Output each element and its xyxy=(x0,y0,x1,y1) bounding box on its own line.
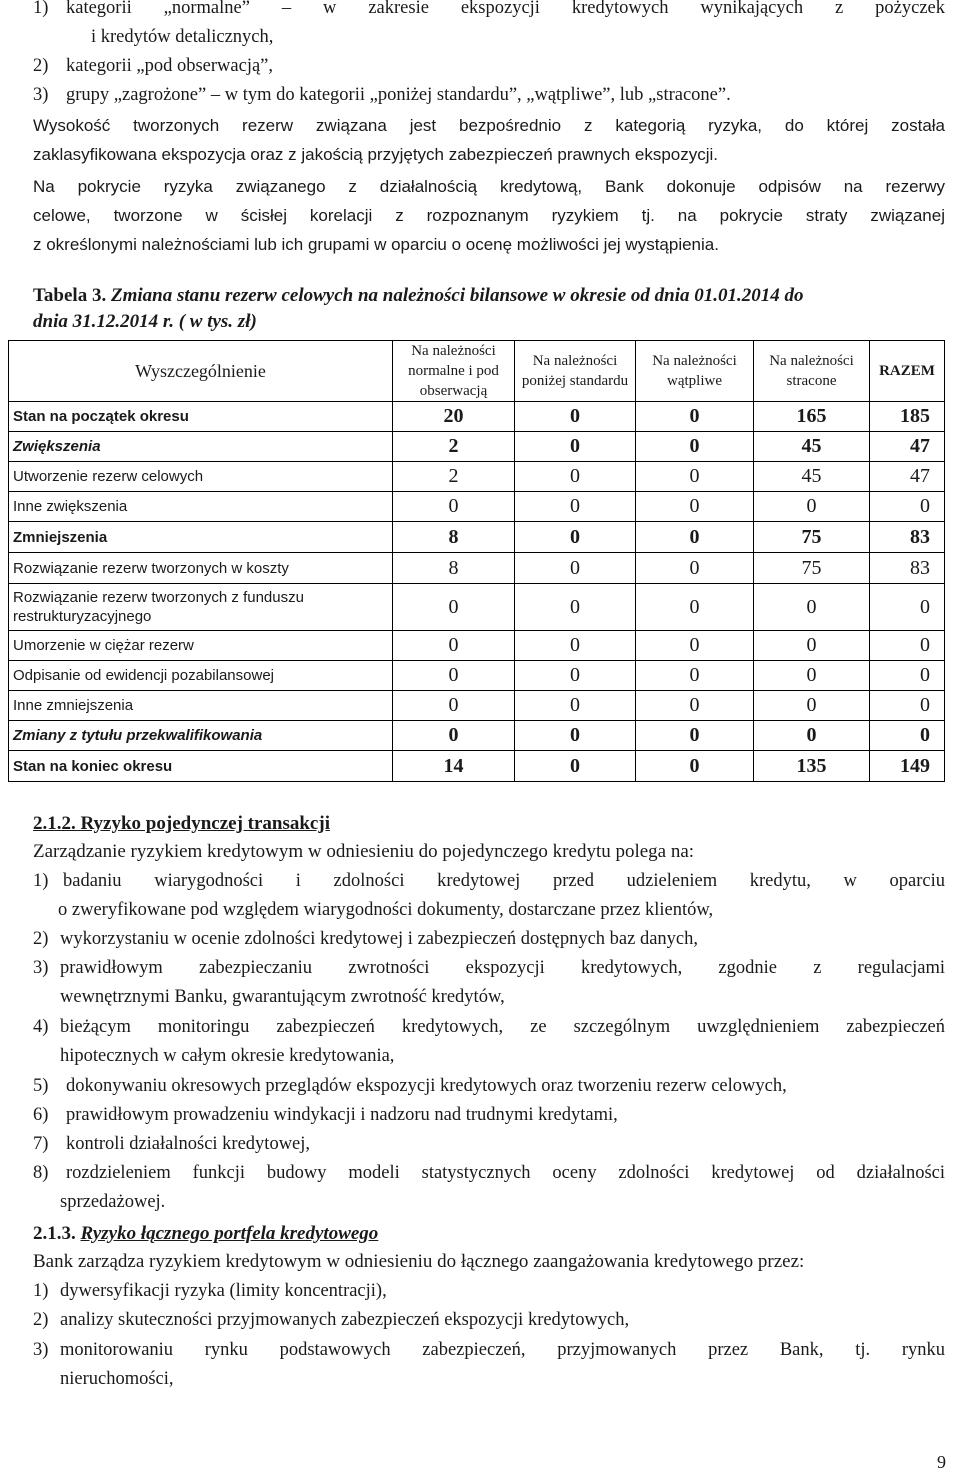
list-number: 1) xyxy=(33,0,49,18)
page-number: 9 xyxy=(937,1452,946,1472)
cell-value: 0 xyxy=(515,691,636,721)
table-row xyxy=(9,492,945,522)
list-item xyxy=(33,1277,945,1306)
list-text: dokonywaniu okresowych przeglądów ekspozycji kredytowych oraz tworzeniu rezerw celowych, xyxy=(66,1076,787,1096)
cell-value: 0 xyxy=(870,631,945,661)
list-text-continued: hipotecznych w całym okresie kredytowania, xyxy=(60,1046,395,1066)
list-item xyxy=(33,925,945,954)
row-label: Stan na początek okresu xyxy=(9,402,393,432)
section-heading-text: Ryzyko łącznego portfela kredytowego xyxy=(80,1223,379,1244)
paragraph-line: zaklasyfikowana ekspozycja oraz z jakością przyjętych zabezpieczeń prawnych ekspozycji. xyxy=(33,145,719,164)
cell-value: 8 xyxy=(393,522,515,553)
table-row xyxy=(9,661,945,691)
cell-value: 0 xyxy=(870,584,945,631)
cell-value: 149 xyxy=(870,751,945,782)
table-row xyxy=(9,721,945,751)
list-number: 6) xyxy=(33,1105,49,1125)
cell-value: 2 xyxy=(393,462,515,492)
row-label: Rozwiązanie rezerw tworzonych z funduszu restrukturyzacyjnego xyxy=(9,584,393,631)
list-number: 3) xyxy=(33,1340,49,1360)
cell-value: 0 xyxy=(636,462,754,492)
row-label: Inne zwiększenia xyxy=(9,492,393,522)
caption-title-continued: dnia 31.12.2014 r. ( w tys. zł) xyxy=(33,311,257,332)
list-number: 8) xyxy=(33,1163,49,1183)
list-item xyxy=(33,954,945,1012)
cell-value: 45 xyxy=(754,462,870,492)
cell-value: 83 xyxy=(870,522,945,553)
cell-value: 83 xyxy=(870,553,945,584)
cell-value: 0 xyxy=(515,721,636,751)
list-text: analizy skuteczności przyjmowanych zabezpieczeń ekspozycji kredytowych, xyxy=(60,1310,630,1330)
reserves-table xyxy=(8,340,945,782)
cell-value: 2 xyxy=(393,432,515,462)
list-text-continued: i kredytów detalicznych, xyxy=(91,27,274,47)
list-text-continued: sprzedażowej. xyxy=(60,1192,166,1212)
cell-value: 0 xyxy=(636,691,754,721)
row-label: Umorzenie w ciężar rezerw xyxy=(9,631,393,661)
list-item xyxy=(33,1306,945,1335)
row-label: Stan na koniec okresu xyxy=(9,751,393,782)
list-item xyxy=(33,52,945,81)
caption-title: Zmiana stanu rezerw celowych na należności bilansowe w okresie od dnia 01.01.2014 do xyxy=(110,285,804,306)
cell-value: 185 xyxy=(870,402,945,432)
cell-value: 0 xyxy=(515,462,636,492)
list-text-continued: nieruchomości, xyxy=(60,1369,174,1389)
list-text: dywersyfikacji ryzyka (limity koncentracji), xyxy=(60,1281,387,1301)
row-label: Utworzenie rezerw celowych xyxy=(9,462,393,492)
list-item xyxy=(33,0,945,52)
list-text-continued: o zweryfikowane pod względem wiarygodności dokumenty, dostarczane przez klientów, xyxy=(58,900,714,920)
header-normal: Na należności normalne i pod obserwacją xyxy=(393,341,515,402)
row-label: Rozwiązanie rezerw tworzonych w koszty xyxy=(9,553,393,584)
header-total: RAZEM xyxy=(870,341,945,402)
cell-value: 0 xyxy=(636,492,754,522)
cell-value: 75 xyxy=(754,553,870,584)
list-item xyxy=(33,1159,945,1217)
list-number: 1) xyxy=(33,871,49,891)
table-row xyxy=(9,691,945,721)
list-text: kategorii „normalne” – w zakresie ekspozycji kredytowych wynikających z pożyczek xyxy=(66,0,945,18)
paragraph-line: z określonymi należnościami lub ich grupami w oparciu o ocenę możliwości jej wystąpienia. xyxy=(33,235,719,254)
list-number: 3) xyxy=(33,958,49,978)
list-text: prawidłowym prowadzeniu windykacji i nadzoru nad trudnymi kredytami, xyxy=(66,1105,618,1125)
paragraph-line: celowe, tworzone w ścisłej korelacji z rozpoznanym ryzykiem tj. na pokrycie straty związanej xyxy=(33,206,945,225)
list-number: 2) xyxy=(33,56,49,76)
cell-value: 0 xyxy=(515,553,636,584)
table-row xyxy=(9,402,945,432)
list-item xyxy=(33,867,945,925)
list-item xyxy=(33,1013,945,1071)
header-doubtful: Na należności wątpliwe xyxy=(636,341,754,402)
cell-value: 0 xyxy=(754,721,870,751)
list-text: kontroli działalności kredytowej, xyxy=(66,1134,311,1154)
header-lost: Na należności stracone xyxy=(754,341,870,402)
cell-value: 0 xyxy=(515,402,636,432)
cell-value: 135 xyxy=(754,751,870,782)
header-description: Wyszczególnienie xyxy=(9,341,393,402)
list-item xyxy=(33,1130,945,1159)
list-text: wykorzystaniu w ocenie zdolności kredytowej i zabezpieczeń dostępnych baz danych, xyxy=(60,929,699,949)
cell-value: 45 xyxy=(754,432,870,462)
list-number: 2) xyxy=(33,1310,49,1330)
cell-value: 0 xyxy=(393,584,515,631)
cell-value: 0 xyxy=(393,721,515,751)
section-heading-number: 2.1.3. xyxy=(33,1223,76,1244)
cell-value: 0 xyxy=(515,492,636,522)
cell-value: 0 xyxy=(515,584,636,631)
paragraph xyxy=(33,111,945,169)
table-row xyxy=(9,553,945,584)
cell-value: 0 xyxy=(754,631,870,661)
table-row xyxy=(9,462,945,492)
cell-value: 0 xyxy=(515,751,636,782)
cell-value: 0 xyxy=(393,691,515,721)
list-item xyxy=(33,1336,945,1394)
table-header-row xyxy=(9,341,945,402)
list-item xyxy=(33,81,945,110)
cell-value: 0 xyxy=(870,691,945,721)
cell-value: 0 xyxy=(636,522,754,553)
cell-value: 165 xyxy=(754,402,870,432)
cell-value: 47 xyxy=(870,462,945,492)
table-row xyxy=(9,584,945,631)
cell-value: 8 xyxy=(393,553,515,584)
list-text: bieżącym monitoringu zabezpieczeń kredytowych, ze szczególnym uwzględnieniem zabezpieczeń xyxy=(60,1017,945,1037)
cell-value: 0 xyxy=(636,751,754,782)
cell-value: 0 xyxy=(754,661,870,691)
row-label: Inne zmniejszenia xyxy=(9,691,393,721)
list-number: 1) xyxy=(33,1281,49,1301)
section-intro: Zarządzanie ryzykiem kredytowym w odniesieniu do pojedynczego kredytu polega na: xyxy=(33,841,695,862)
paragraph xyxy=(33,172,945,259)
cell-value: 0 xyxy=(870,721,945,751)
list-number: 4) xyxy=(33,1017,49,1037)
cell-value: 47 xyxy=(870,432,945,462)
row-label: Zmniejszenia xyxy=(9,522,393,553)
section-intro: Bank zarządza ryzykiem kredytowym w odniesieniu do łącznego zaangażowania kredytowego przez: xyxy=(33,1251,805,1272)
caption-label: Tabela 3. xyxy=(33,285,107,306)
cell-value: 0 xyxy=(636,631,754,661)
cell-value: 0 xyxy=(636,721,754,751)
table-row xyxy=(9,751,945,782)
table-row xyxy=(9,631,945,661)
header-substandard: Na należności poniżej standardu xyxy=(515,341,636,402)
list-text-continued: wewnętrznymi Banku, gwarantującym zwrotność kredytów, xyxy=(60,987,505,1007)
cell-value: 14 xyxy=(393,751,515,782)
row-label: Odpisanie od ewidencji pozabilansowej xyxy=(9,661,393,691)
table-row xyxy=(9,522,945,553)
cell-value: 0 xyxy=(636,432,754,462)
cell-value: 0 xyxy=(870,661,945,691)
cell-value: 0 xyxy=(754,584,870,631)
list-item xyxy=(33,1072,945,1101)
cell-value: 0 xyxy=(515,661,636,691)
list-number: 7) xyxy=(33,1134,49,1154)
section-heading: 2.1.2. Ryzyko pojedynczej transakcji xyxy=(33,813,330,834)
cell-value: 0 xyxy=(515,522,636,553)
list-item xyxy=(33,1101,945,1130)
cell-value: 0 xyxy=(636,402,754,432)
section-heading xyxy=(33,1220,378,1248)
cell-value: 75 xyxy=(754,522,870,553)
list-text: kategorii „pod obserwacją”, xyxy=(66,56,274,76)
list-text: grupy „zagrożone” – w tym do kategorii „poniżej standardu”, „wątpliwe”, lub „stracone”. xyxy=(66,85,731,105)
list-text: monitorowaniu rynku podstawowych zabezpieczeń, przyjmowanych przez Bank, tj. rynku xyxy=(60,1340,945,1360)
table-caption xyxy=(33,283,945,335)
cell-value: 0 xyxy=(754,691,870,721)
list-text: badaniu wiarygodności i zdolności kredytowej przed udzieleniem kredytu, w oparciu xyxy=(63,871,945,891)
list-number: 3) xyxy=(33,85,49,105)
cell-value: 0 xyxy=(636,661,754,691)
list-text: rozdzieleniem funkcji budowy modeli statystycznych oceny zdolności kredytowej od działalności xyxy=(66,1163,945,1183)
paragraph-line: Wysokość tworzonych rezerw związana jest bezpośrednio z kategorią ryzyka, do której została xyxy=(33,116,945,135)
cell-value: 0 xyxy=(754,492,870,522)
cell-value: 0 xyxy=(870,492,945,522)
row-label: Zwiększenia xyxy=(9,432,393,462)
table-row xyxy=(9,432,945,462)
cell-value: 0 xyxy=(393,631,515,661)
cell-value: 0 xyxy=(636,584,754,631)
cell-value: 0 xyxy=(393,661,515,691)
list-number: 5) xyxy=(33,1076,49,1096)
list-text: prawidłowym zabezpieczaniu zwrotności ekspozycji kredytowych, zgodnie z regulacjami xyxy=(60,958,945,978)
cell-value: 0 xyxy=(636,553,754,584)
cell-value: 20 xyxy=(393,402,515,432)
paragraph-line: Na pokrycie ryzyka związanego z działalnością kredytową, Bank dokonuje odpisów na rezerwy xyxy=(33,177,945,196)
row-label: Zmiany z tytułu przekwalifikowania xyxy=(9,721,393,751)
cell-value: 0 xyxy=(515,432,636,462)
cell-value: 0 xyxy=(515,631,636,661)
cell-value: 0 xyxy=(393,492,515,522)
list-number: 2) xyxy=(33,929,49,949)
